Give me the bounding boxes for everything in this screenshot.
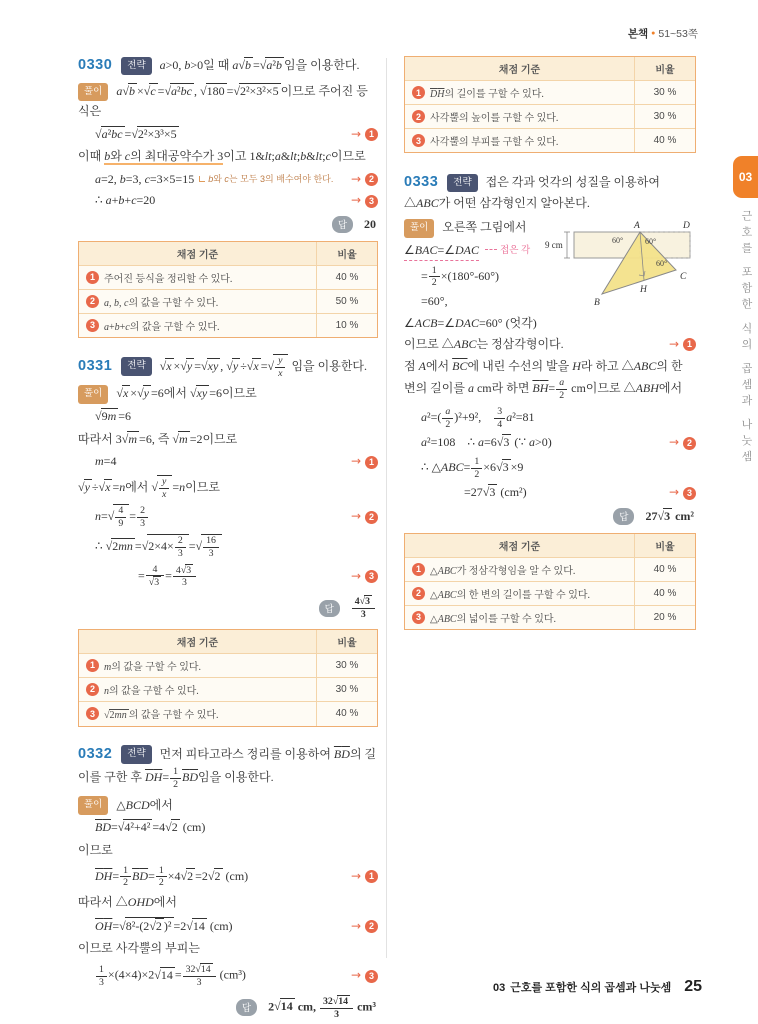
footer-page-number: 25 — [684, 978, 702, 995]
equation: √a²bc =√2²×3³×5 — [95, 126, 177, 141]
circled-number: 1 — [365, 128, 378, 141]
circled-number: 1 — [683, 338, 696, 351]
solution-badge: 풀이 — [78, 796, 108, 815]
equation: n=√ $\frac{4}{9}$ = $\frac{2}{3}$ — [78, 504, 149, 530]
ratio-value: 50 % — [316, 290, 377, 313]
table-row — [79, 653, 377, 677]
table-row — [405, 581, 695, 605]
problem-0331 — [78, 354, 378, 727]
step-marker — [345, 868, 378, 885]
ratio-header: 비율 — [316, 630, 377, 653]
table-row — [405, 80, 695, 104]
solution-text: 점 A에서 BC에 내린 수선의 발을 H라 하고 △ABC의 한 변의 길이를 a cm라 하면 BH= $\frac{a}{2}$ cm이므로 △ABH에서 — [404, 359, 683, 401]
criteria-text: DH의 길이를 구할 수 있다. — [430, 89, 544, 100]
equation: ∴ a+b+c=20 — [95, 193, 156, 208]
footer-chapter-number: 03 — [492, 982, 506, 994]
ratio-value: 10 % — [316, 314, 377, 337]
table-row — [79, 265, 377, 289]
equation-line — [404, 336, 696, 353]
ratio-value: 30 % — [634, 105, 695, 128]
circled-number: 1 — [86, 271, 99, 284]
strategy-text: √x ×√y =√xy , √y ÷√x =√ $\frac{y}{x}$ 임을 이용한다. — [159, 354, 368, 379]
folded-paper-figure — [544, 218, 696, 316]
condition-underlined: b와 c의 최대공약수가 3 — [104, 149, 224, 164]
equation: a=2, b=3, c=3×5=15 — [95, 171, 195, 186]
ratio-value: 30 % — [634, 81, 695, 104]
step-marker — [345, 568, 378, 585]
equation: $\frac{1}{3}$ ×(4×4)×2√14 = $\frac{32√14}{3}$ (cm³) — [78, 963, 246, 989]
circled-number: 3 — [365, 570, 378, 583]
criteria-text: a+b+c의 값을 구할 수 있다. — [104, 321, 220, 333]
equation-line — [404, 265, 538, 290]
step-marker — [345, 508, 378, 525]
grading-table — [78, 241, 378, 338]
circled-number: 2 — [365, 173, 378, 186]
table-row — [79, 289, 377, 313]
answer-value: 2√14 cm, $\frac{32√14}{3}$ cm³ — [268, 995, 376, 1020]
equation-line — [78, 192, 378, 209]
ratio-value: 40 % — [634, 558, 695, 581]
circled-number: 3 — [683, 487, 696, 500]
step-marker — [663, 484, 696, 501]
equation-line — [404, 242, 538, 260]
equation: a²=108 ∴ a=6√3 (∵ a>0) — [421, 435, 552, 450]
answer-badge: 답 — [332, 216, 353, 233]
criteria-header: 채점 기준 — [176, 637, 219, 649]
grading-table-header — [79, 242, 377, 265]
step-marker — [345, 918, 378, 935]
page-reference — [628, 26, 698, 41]
equation-line — [78, 534, 378, 560]
step-marker — [345, 171, 378, 188]
circled-number: 3 — [412, 611, 425, 624]
answer-value: $\frac{4√3}{3}$ — [351, 595, 376, 621]
solution-text: 이므로 — [78, 842, 113, 857]
answer-line — [406, 508, 694, 525]
circled-number: 3 — [86, 707, 99, 720]
ratio-value: 30 % — [316, 678, 377, 701]
solution-badge: 풀이 — [78, 83, 108, 102]
page-footer — [493, 978, 702, 996]
equation: =60°, — [421, 294, 448, 309]
grading-table — [404, 533, 696, 630]
step-marker — [663, 434, 696, 451]
equation: = $\frac{1}{2}$ ×(180°-60°) — [421, 264, 500, 289]
arrow-icon: → — [350, 509, 361, 524]
problem-0332 — [78, 743, 378, 1021]
answer-value: 27√3 cm² — [645, 509, 694, 524]
solution-text: √x ×√y =6에서 √xy =6이므로 — [116, 386, 257, 401]
problem-number: 0331 — [78, 357, 113, 374]
problem-0330 — [78, 54, 378, 338]
book-label: 본책 — [627, 28, 649, 40]
solution-text: 이므로 사각뿔의 부피는 — [78, 941, 200, 956]
equation: ∠BAC=∠DAC — [404, 242, 479, 260]
criteria-text: n의 값을 구할 수 있다. — [104, 685, 199, 697]
strategy-text: 접은 각과 엇각의 성질을 이용하여 △ABC가 어떤 삼각형인지 알아본다. — [404, 175, 660, 211]
figure-label-B: B — [594, 298, 600, 309]
solution-text: △BCD에서 — [116, 797, 173, 812]
arrow-icon: → — [350, 171, 361, 186]
left-column — [78, 54, 378, 1024]
orange-dot-icon: ● — [651, 30, 656, 37]
table-row — [405, 128, 695, 152]
equation: OH=√8²-(2√2 )² =2√14 (cm) — [95, 919, 233, 934]
solution-text: 따라서 3√m =6, 즉 √m =2이므로 — [78, 431, 238, 446]
problem-number: 0333 — [404, 174, 439, 190]
arrow-icon: → — [350, 454, 361, 469]
solution-text: 따라서 △OHD에서 — [78, 895, 177, 910]
strategy-badge: 전략 — [121, 57, 151, 75]
criteria-text: √2mn 의 값을 구할 수 있다. — [104, 709, 219, 721]
equation: = $\frac{4}{√3}$ = $\frac{4√3}{3}$ — [78, 564, 197, 590]
figure-label-C: C — [680, 272, 687, 283]
circled-number: 2 — [412, 587, 425, 600]
solution-paragraph — [78, 796, 378, 816]
circled-number: 1 — [86, 659, 99, 672]
answer-badge: 답 — [613, 508, 634, 525]
table-row — [79, 701, 377, 726]
arrow-icon: → — [668, 485, 679, 500]
circled-number: 2 — [365, 511, 378, 524]
circled-number: 3 — [365, 970, 378, 983]
table-row — [79, 313, 377, 337]
equation-line — [78, 408, 378, 425]
criteria-text: △ABC의 넓이를 구할 수 있다. — [430, 613, 557, 625]
criteria-text: m의 값을 구할 수 있다. — [104, 661, 202, 673]
grading-table — [404, 56, 696, 153]
table-row — [405, 605, 695, 629]
answer-line — [80, 216, 376, 233]
grading-table-header — [405, 57, 695, 80]
equation-line — [78, 917, 378, 935]
arrow-icon: → — [668, 435, 679, 450]
ratio-value: 20 % — [634, 606, 695, 629]
criteria-header: 채점 기준 — [498, 65, 541, 76]
problem-header — [404, 171, 696, 213]
answer-value: 20 — [364, 216, 376, 231]
equation-line — [404, 293, 538, 310]
ratio-value: 30 % — [316, 654, 377, 677]
equation-line — [404, 406, 696, 431]
arrow-icon: → — [350, 126, 361, 141]
figure-length-label: 9 cm — [545, 240, 563, 251]
criteria-header: 채점 기준 — [176, 249, 219, 261]
criteria-header: 채점 기준 — [498, 541, 541, 553]
figure-label-A: A — [634, 221, 640, 232]
equation-line — [78, 453, 378, 470]
solution-text: a√b ×√c =√a²bc , √180 =√2²×3²×5 이므로 주어진 등식은 — [78, 84, 368, 118]
equation-line — [78, 564, 378, 590]
condition-pre: 이때 — [78, 149, 105, 164]
ratio-value: 40 % — [316, 266, 377, 289]
table-row — [405, 557, 695, 581]
equation-line — [78, 504, 378, 530]
arrow-icon: → — [668, 336, 679, 351]
equation-line — [78, 126, 378, 143]
circled-number: 1 — [412, 86, 425, 99]
ratio-value: 40 % — [634, 129, 695, 152]
solution-badge: 풀이 — [404, 219, 434, 238]
circled-number: 2 — [412, 110, 425, 123]
equation: √9m =6 — [95, 409, 132, 424]
problem-header — [78, 354, 378, 380]
circled-number: 2 — [365, 920, 378, 933]
equation: a²=( $\frac{a}{2}$ )²+9², $\frac{3}{4}$ a²=81 — [421, 405, 535, 430]
solution-text: √y ÷√x =n에서 √ $\frac{y}{x}$ =n이므로 — [78, 475, 220, 500]
figure-label-D: D — [683, 221, 690, 232]
criteria-text: △ABC의 한 변의 길이를 구할 수 있다. — [430, 589, 591, 601]
equation: =27√3 (cm²) — [464, 485, 527, 500]
solution-paragraph — [78, 384, 378, 404]
grading-table-header — [79, 630, 377, 653]
criteria-text: 주어진 등식을 정리할 수 있다. — [104, 273, 233, 285]
problem-header — [78, 743, 378, 791]
right-column — [404, 52, 696, 646]
solution-paragraph — [78, 82, 378, 122]
circled-number: 3 — [412, 134, 425, 147]
circled-number: 1 — [412, 563, 425, 576]
step-marker — [345, 453, 378, 470]
strategy-text: 먼저 피타고라스 정리를 이용하여 BD의 길이를 구한 후 DH= $\frac{1}{2}$ BD임을 이용한다. — [78, 746, 377, 790]
criteria-text: a, b, c의 값을 구할 수 있다. — [104, 297, 219, 309]
arrow-icon: → — [350, 568, 361, 583]
ratio-value: 40 % — [316, 702, 377, 726]
problem-header — [78, 54, 378, 77]
ratio-header: 비율 — [316, 242, 377, 265]
arrow-icon: → — [350, 193, 361, 208]
step-marker — [345, 967, 378, 984]
strategy-badge: 전략 — [121, 745, 151, 763]
circled-number: 1 — [365, 456, 378, 469]
chapter-side-tab: 03 — [733, 156, 758, 198]
equation-line — [78, 963, 378, 989]
grading-table — [78, 629, 378, 727]
answer-line — [80, 595, 376, 621]
arrow-icon: → — [350, 968, 361, 983]
condition-post: 이고 1&lt;a&lt;b&lt;c이므로 — [223, 149, 366, 164]
solution-text: 이므로 △ABC는 정삼각형이다. — [404, 336, 564, 351]
equation: ∴ √2mn =√2×4× $\frac{2}{3}$ =√ $\frac{16}{3}$ — [78, 534, 222, 560]
fold-angle-annotation: 접은 각 — [485, 244, 530, 258]
circled-number: 3 — [86, 319, 99, 332]
equation: DH= $\frac{1}{2}$ BD= $\frac{1}{2}$ ×4√2 =2√2 (cm) — [95, 864, 249, 889]
figure-angle-label: 60° — [645, 237, 657, 247]
margin-annotation: b와 c는 모두 3의 배수여야 한다. — [199, 174, 333, 185]
answer-line — [80, 995, 376, 1021]
equation-line — [404, 315, 538, 332]
chapter-side-title: 근호를 포함한 식의 곱셈과 나눗셈 — [740, 210, 752, 467]
problem-0333 — [404, 171, 696, 630]
circled-number: 1 — [365, 870, 378, 883]
equation: BD=√4²+4² =4√2 (cm) — [95, 820, 206, 835]
ratio-value: 40 % — [634, 582, 695, 605]
grading-table-header — [405, 534, 695, 557]
solution-badge: 풀이 — [78, 385, 108, 404]
column-divider — [386, 58, 387, 958]
ratio-header: 비율 — [634, 57, 695, 80]
equation-line — [404, 484, 696, 501]
arrow-icon: → — [350, 869, 361, 884]
figure-label-H: H — [640, 285, 647, 296]
problem-number: 0332 — [78, 745, 113, 762]
arrow-icon: → — [350, 918, 361, 933]
circled-number: 3 — [365, 195, 378, 208]
step-marker — [345, 126, 378, 143]
criteria-text: 사각뿔의 높이를 구할 수 있다. — [430, 113, 559, 124]
solution-text: 오른쪽 그림에서 — [442, 220, 527, 235]
answer-badge: 답 — [236, 999, 257, 1016]
step-marker — [663, 336, 696, 353]
equation-line — [78, 865, 378, 890]
criteria-text: 사각뿔의 부피를 구할 수 있다. — [430, 137, 559, 148]
circled-number: 2 — [86, 295, 99, 308]
strategy-badge: 전략 — [447, 174, 477, 192]
figure-angle-label: 60° — [612, 236, 624, 246]
table-row — [405, 104, 695, 128]
equation-line — [404, 456, 696, 481]
circled-number: 2 — [683, 437, 696, 450]
equation: ∠ACB=∠DAC=60° (엇각) — [404, 315, 537, 330]
page-range: 51~53쪽 — [658, 28, 698, 40]
equation-line — [404, 434, 696, 451]
condition-paragraph — [78, 147, 378, 167]
footer-chapter-title: 근호를 포함한 식의 곱셈과 나눗셈 — [510, 982, 672, 994]
strategy-text: a>0, b>0일 때 a√b =√a²b 임을 이용한다. — [159, 58, 360, 72]
strategy-badge: 전략 — [121, 357, 151, 375]
criteria-text: △ABC가 정삼각형임을 알 수 있다. — [430, 565, 576, 577]
equation-line — [78, 171, 378, 188]
equation-line — [78, 819, 378, 836]
figure-angle-label: 60° — [656, 259, 668, 269]
equation: m=4 — [95, 454, 117, 469]
step-marker — [345, 192, 378, 209]
answer-badge: 답 — [319, 600, 340, 617]
ratio-header: 비율 — [634, 534, 695, 557]
problem-number: 0330 — [78, 57, 113, 73]
equation: ∴ △ABC= $\frac{1}{2}$ ×6√3 ×9 — [421, 455, 524, 480]
circled-number: 2 — [86, 683, 99, 696]
table-row — [79, 677, 377, 701]
